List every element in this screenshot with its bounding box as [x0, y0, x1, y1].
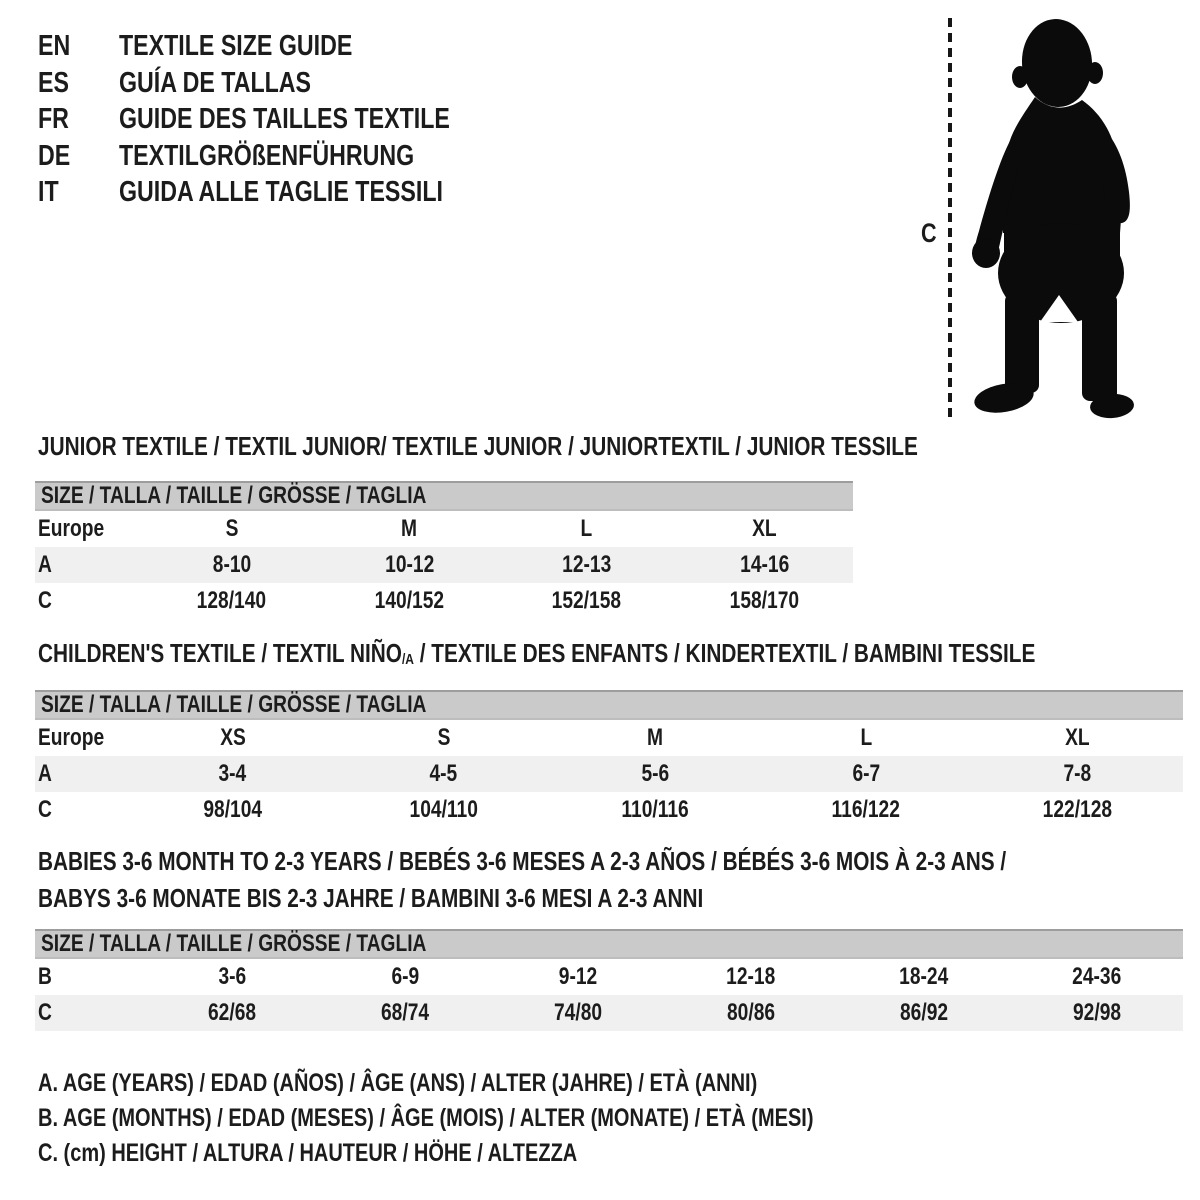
table-cell: 122/128	[1042, 796, 1113, 823]
table-cell: XL	[1065, 724, 1090, 751]
table-cell: 98/104	[203, 796, 262, 823]
title-line-1: BABIES 3-6 MONTH TO 2-3 YEARS / BEBÉS 3-6 MESES A 2-3 AÑOS / BÉBÉS 3-6 MOIS À 2-3 ANS /	[38, 846, 1007, 876]
table-cell: 158/170	[729, 587, 799, 614]
table-cell: 3-4	[218, 760, 247, 787]
size-header-band	[35, 481, 853, 511]
table-cell: 152/158	[552, 587, 622, 614]
table-cell: L	[860, 724, 873, 751]
table-row-age	[35, 547, 853, 583]
junior-section-title: JUNIOR TEXTILE / TEXTIL JUNIOR/ TEXTILE JUNIOR / JUNIORTEXTIL / JUNIOR TESSILE	[38, 431, 918, 461]
table-cell: 14-16	[739, 551, 789, 578]
row-label: A	[38, 760, 52, 787]
language-title: GUÍA DE TALLAS	[119, 66, 312, 99]
table-cell: S	[225, 515, 239, 542]
title-subscript: /A	[401, 651, 414, 668]
table-cell: L	[580, 515, 593, 542]
title-line-2: BABYS 3-6 MONATE BIS 2-3 JAHRE / BAMBINI 3-6 MESI A 2-3 ANNI	[38, 883, 704, 913]
children-section-title	[38, 640, 1200, 673]
measure-legend	[38, 1066, 1007, 1171]
language-title: TEXTILE SIZE GUIDE	[119, 30, 353, 62]
babies-section-title	[38, 843, 1200, 917]
table-cell: 62/68	[208, 999, 257, 1026]
table-cell: 18-24	[899, 963, 949, 990]
row-label: B	[38, 963, 52, 990]
table-cell: 12-18	[726, 963, 776, 990]
row-label: C	[38, 587, 52, 614]
height-dashed-line	[948, 18, 952, 418]
language-code: ES	[38, 66, 69, 99]
table-cell: 12-13	[562, 551, 612, 578]
legend-line-b: B. AGE (MONTHS) / EDAD (MESES) / ÂGE (MOIS) / ALTER (MONATE) / ETÀ (MESI)	[38, 1104, 814, 1132]
row-label: Europe	[38, 515, 105, 542]
table-cell: M	[647, 724, 663, 751]
table-cell: 3-6	[218, 963, 247, 990]
table-cell: 10-12	[384, 551, 434, 578]
size-header-text: SIZE / TALLA / TAILLE / GRÖSSE / TAGLIA	[41, 930, 427, 957]
table-row-height	[35, 583, 853, 619]
table-cell: 110/116	[621, 796, 689, 823]
size-header-band	[35, 929, 1183, 959]
table-cell: 9-12	[558, 963, 598, 990]
table-row-age	[35, 756, 1183, 792]
size-header-text: SIZE / TALLA / TAILLE / GRÖSSE / TAGLIA	[41, 691, 427, 718]
table-cell: 5-6	[641, 760, 669, 787]
baby-silhouette-icon	[963, 15, 1138, 420]
table-row-height	[35, 995, 1183, 1031]
legend-line-c: C. (cm) HEIGHT / ALTURA / HAUTEUR / HÖHE / ALTEZZA	[38, 1139, 578, 1167]
table-cell: 4-5	[429, 760, 458, 787]
language-title: GUIDA ALLE TAGLIE TESSILI	[119, 176, 443, 208]
height-measure-label: C	[921, 218, 937, 248]
title-text: CHILDREN'S TEXTILE / TEXTIL NIÑO	[38, 638, 402, 668]
table-cell: 80/86	[726, 999, 775, 1026]
table-row-months	[35, 959, 1183, 995]
table-row-height	[35, 792, 1183, 828]
language-code: DE	[38, 139, 71, 172]
row-label: A	[38, 551, 52, 578]
junior-size-table	[35, 481, 853, 619]
babies-size-table	[35, 929, 1183, 1031]
table-cell: S	[437, 724, 451, 751]
table-cell: 74/80	[554, 999, 603, 1026]
language-code: IT	[38, 176, 59, 208]
table-cell: 24-36	[1071, 963, 1122, 990]
language-code: EN	[38, 30, 71, 62]
table-cell: XL	[751, 515, 777, 542]
table-cell: 6-7	[852, 760, 881, 787]
table-cell: 86/92	[899, 999, 948, 1026]
table-row-europe	[35, 511, 853, 547]
size-header-text: SIZE / TALLA / TAILLE / GRÖSSE / TAGLIA	[41, 482, 427, 509]
table-cell: 68/74	[381, 999, 430, 1026]
children-size-table	[35, 690, 1183, 828]
table-cell: 7-8	[1063, 760, 1092, 787]
table-cell: 104/110	[409, 796, 478, 823]
legend-line-a: A. AGE (YEARS) / EDAD (AÑOS) / ÂGE (ANS) / ALTER (JAHRE) / ETÀ (ANNI)	[38, 1069, 758, 1097]
language-title: GUIDE DES TAILLES TEXTILE	[119, 103, 450, 135]
table-cell: 128/140	[197, 587, 267, 614]
row-label: C	[38, 999, 52, 1026]
table-cell: M	[401, 515, 418, 542]
language-title: TEXTILGRÖßENFÜHRUNG	[119, 139, 415, 172]
table-cell: 140/152	[374, 587, 444, 614]
title-text: / TEXTILE DES ENFANTS / KINDERTEXTIL / BAMBINI TESSILE	[413, 638, 1036, 668]
language-code: FR	[38, 103, 69, 135]
table-cell: XS	[219, 724, 246, 751]
row-label: C	[38, 796, 52, 823]
table-row-europe	[35, 720, 1183, 756]
table-cell: 8-10	[212, 551, 251, 578]
table-cell: 6-9	[391, 963, 420, 990]
table-cell: 92/98	[1072, 999, 1121, 1026]
table-cell: 116/122	[832, 796, 901, 823]
size-header-band	[35, 690, 1183, 720]
row-label: Europe	[38, 724, 105, 751]
